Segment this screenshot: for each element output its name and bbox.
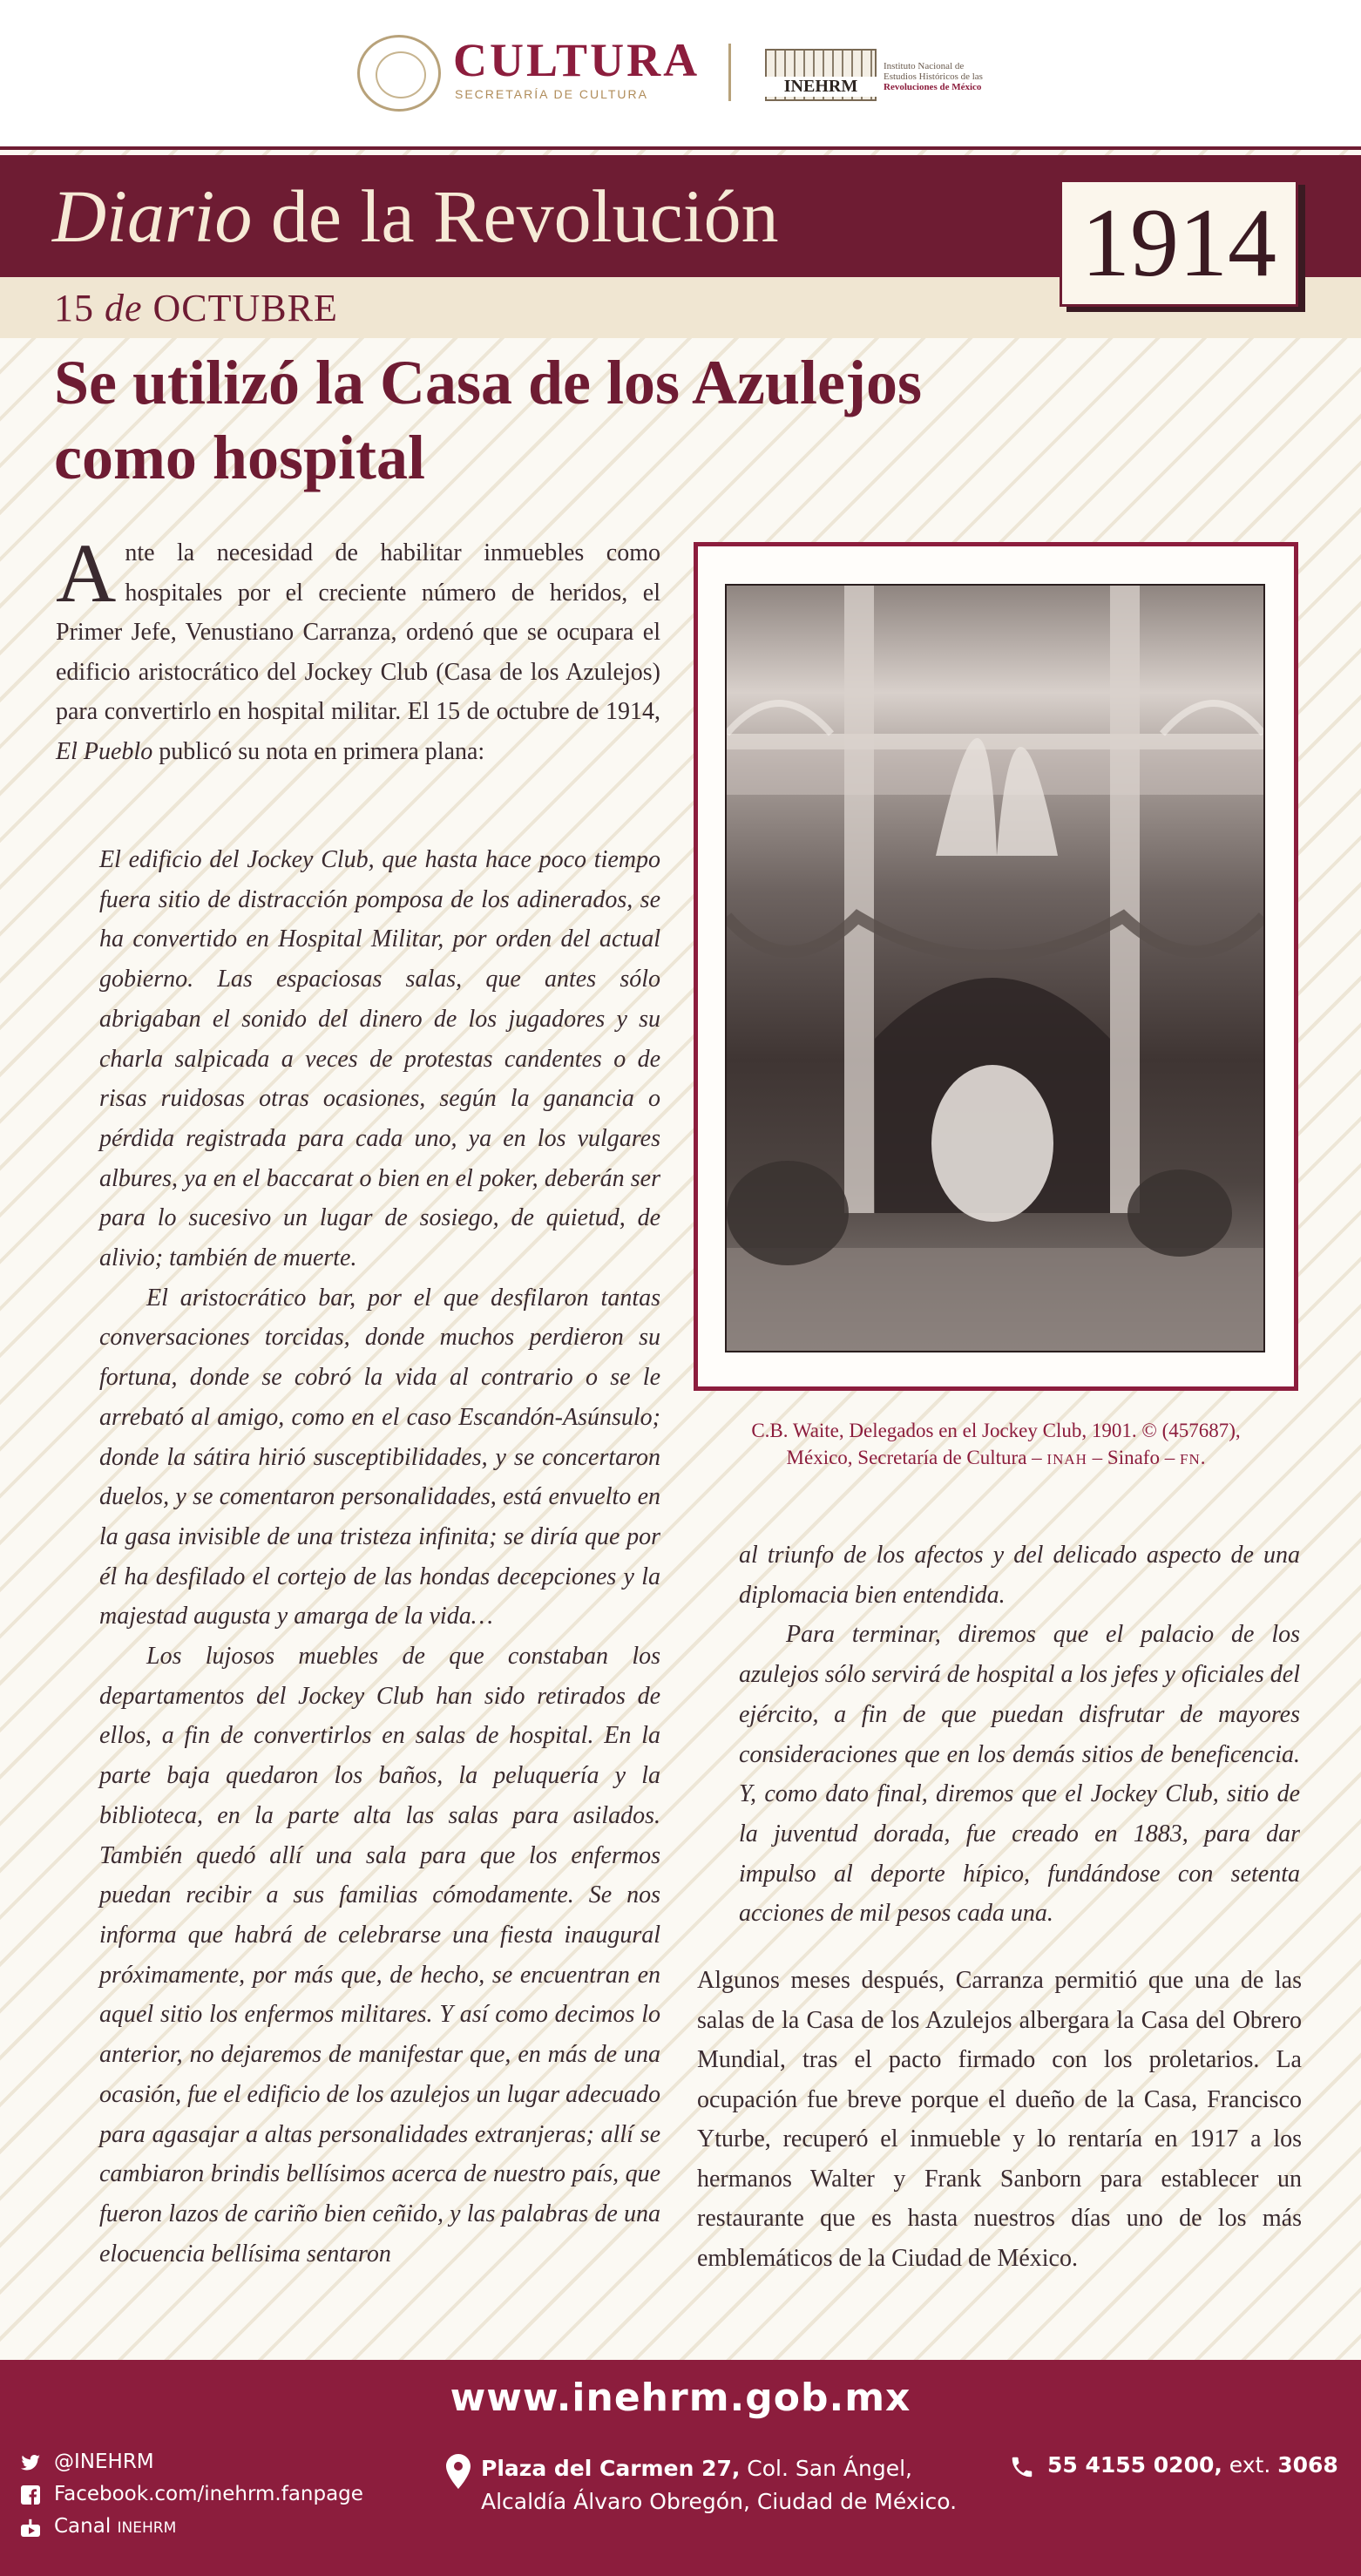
jockey-club-photo (725, 584, 1265, 1352)
headline (54, 345, 1100, 495)
youtube-link[interactable] (19, 2515, 176, 2538)
quote-paragraph-4: Para terminar, diremos que el palacio de los azulejos sólo servirá de hospital a los jefes y oficiales del ejército, a fin de que puedan disfrutar de mayores consideraciones que en los demás sitios de beneficencia. Y, como dato final, diremos que el Jockey Club, sitio de la juventud dorada, fue creado en 1883, para dar impulso al deporte hípico, fundándose con setenta acciones de mil pesos cada una. (739, 1621, 1300, 1928)
address-street: Plaza del Carmen 27, (481, 2456, 741, 2481)
date-month: OCTUBRE (152, 287, 338, 329)
facebook-url: Facebook.com/inehrm.fanpage (54, 2483, 363, 2505)
caption-fn: FN (1179, 1451, 1201, 1468)
caption-line-2 (694, 1444, 1298, 1473)
quote-paragraph-1: El edificio del Jockey Club, que hasta hace poco tiempo fuera sitio de distracción pomposa de los adinerados, se ha convertido en Hospital Militar, por orden del actual gobierno. Las espaciosas salas, que antes sólo abrigaban el sonido del dinero de los jugadores y su charla salpicada a veces de protestas candentes o de risas ruidosas otras ocasiones, según la ganancia o pérdida registrada para cada uno, ya en los vulgares albures, ya en el baccarat o bien en el poker, deberán ser para lo sucesivo un lugar de sosiego, de quietud, de alivio; también de muerte. (99, 846, 660, 1272)
photo-illustration (727, 586, 1263, 1351)
phone-icon (1009, 2452, 1035, 2486)
youtube-icon (19, 2517, 42, 2538)
inehrm-logo-text: INEHRM (765, 77, 877, 97)
website-link[interactable]: www.inehrm.gob.mx (450, 2376, 911, 2420)
facebook-icon (19, 2484, 42, 2505)
phone-number[interactable] (1047, 2452, 1338, 2478)
youtube-channel: INEHRM (117, 2519, 177, 2537)
mexico-seal-icon (357, 35, 441, 112)
photo-caption (694, 1417, 1298, 1473)
address-line-2: Alcaldía Álvaro Obregón, Ciudad de México. (481, 2489, 958, 2514)
quote-paragraph-2: El aristocrático bar, por el que desfilaron tantas conversaciones torcidas, donde muchos perdieron su fortuna, donde se cobró la vida al contrario o se le arrebató al amigo, como en el caso Escandón-Asúnsulo; donde la sátira hirió susceptibilidades, y se concertaron duelos, y se comentaron personalidades, está envuelto en la gasa invisible de una tristeza infinita; se diría que por él ha desfilado el cortejo de las hondas decepciones y la majestad augusta y amarga de la vida… (99, 1284, 660, 1630)
address-colonia: Col. San Ángel, (740, 2456, 912, 2481)
date-de: de (105, 287, 143, 329)
caption-line-2-c: . (1200, 1447, 1206, 1468)
cultura-logo-text: CULTURA (453, 34, 701, 86)
newspaper-name: El Pueblo (56, 737, 153, 765)
institute-line-2: Estudios Históricos de las (884, 71, 983, 82)
caption-line-2-b: – Sinafo – (1087, 1447, 1180, 1468)
caption-inah: INAH (1046, 1451, 1087, 1468)
phone-main: 55 4155 0200, (1047, 2452, 1222, 2478)
banner-title-italic: Diario (52, 174, 253, 258)
youtube-label: Canal (54, 2515, 118, 2538)
institute-line-1: Instituto Nacional de (884, 61, 965, 71)
caption-line-1: C.B. Waite, Delegados en el Jockey Club, 1901. © (457687), (751, 1420, 1241, 1441)
caption-line-2-a: México, Secretaría de Cultura – (786, 1447, 1047, 1468)
twitter-handle: @INEHRM (54, 2451, 154, 2473)
institute-name (884, 61, 1023, 92)
phone-ext-label: ext. (1222, 2452, 1278, 2478)
quote-left-column (99, 840, 660, 2274)
quote-right-column (739, 1535, 1300, 1934)
address (481, 2452, 1021, 2518)
quote-paragraph-3: Los lujosos muebles de que constaban los departamentos del Jockey Club han sido retirados de ellos, a fin de convertirlos en salas de hospital. En la parte baja quedaron los baños, la peluquería y la biblioteca, en la parte alta las salas para asilados. También quedó allí una sala para que los enfermos puedan recibir a sus familias cómodamente. Se nos informa que habrá de celebrarse una fiesta inaugural próximamente, por más que, de hecho, se encuentran en aquel sitio los enfermos militares. Y así como decimos lo anterior, no dejaremos de manifestar que, en más de una ocasión, fue el edificio de los azulejos un lugar adecuado para agasajar a altas personalidades extranjeras; allí se cambiaron brindis bellísimos acerca de nuestro país, que fueron lazos de cariño bien ceñido, y las palabras de una elocuencia bellísima sentaron (99, 1643, 660, 2268)
location-pin-icon (446, 2454, 471, 2493)
date-day: 15 (54, 287, 94, 329)
header-rule (0, 146, 1361, 150)
institute-line-3: Revoluciones de México (884, 82, 982, 92)
intro-text-1: nte la necesidad de habilitar inmuebles como hospitales por el creciente número de heridos, el Primer Jefe, Venustiano Carranza, ordenó que se ocupara el edificio aristocrático del Jockey Club (Casa de los Azulejos) para convertirlo en hospital militar. El 15 de octubre de 1914, (56, 539, 660, 725)
twitter-icon (19, 2452, 42, 2473)
closing-paragraph: Algunos meses después, Carranza permitió que una de las salas de la Casa de los Azulejos albergara la Casa del Obrero Mundial, tras el pacto firmado con los proletarios. La ocupación fue breve porque el dueño de la Casa, Francisco Yturbe, recuperó el inmueble y lo rentaría en 1917 a los hermanos Walter y Frank Sanborn para establecer un restaurante que es hasta nuestros días uno de los más emblemáticos de la Ciudad de México. (697, 1967, 1302, 2272)
banner-title-rest: de la Revolución (252, 174, 779, 258)
svg-text:▮: ▮ (28, 2517, 33, 2525)
header-divider (728, 44, 731, 101)
date-line (54, 286, 338, 330)
headline-line-1: Se utilizó la Casa de los Azulejos (54, 348, 923, 417)
quote-paragraph-3-continued: al triunfo de los afectos y del delicado aspecto de una diplomacia bien entendida. (739, 1542, 1300, 1609)
intro-text-2: publicó su nota en primera plana: (152, 737, 485, 765)
twitter-link[interactable] (19, 2451, 154, 2473)
secretaria-subtitle: SECRETARÍA DE CULTURA (455, 87, 648, 101)
phone-extension: 3068 (1277, 2452, 1338, 2478)
headline-line-2: como hospital (54, 423, 426, 492)
intro-paragraph (56, 526, 660, 771)
address-line-1 (481, 2452, 1021, 2485)
facebook-link[interactable] (19, 2483, 363, 2505)
banner-title (52, 173, 779, 260)
drop-cap: A (56, 526, 117, 620)
year-label: 1914 (1081, 189, 1276, 297)
